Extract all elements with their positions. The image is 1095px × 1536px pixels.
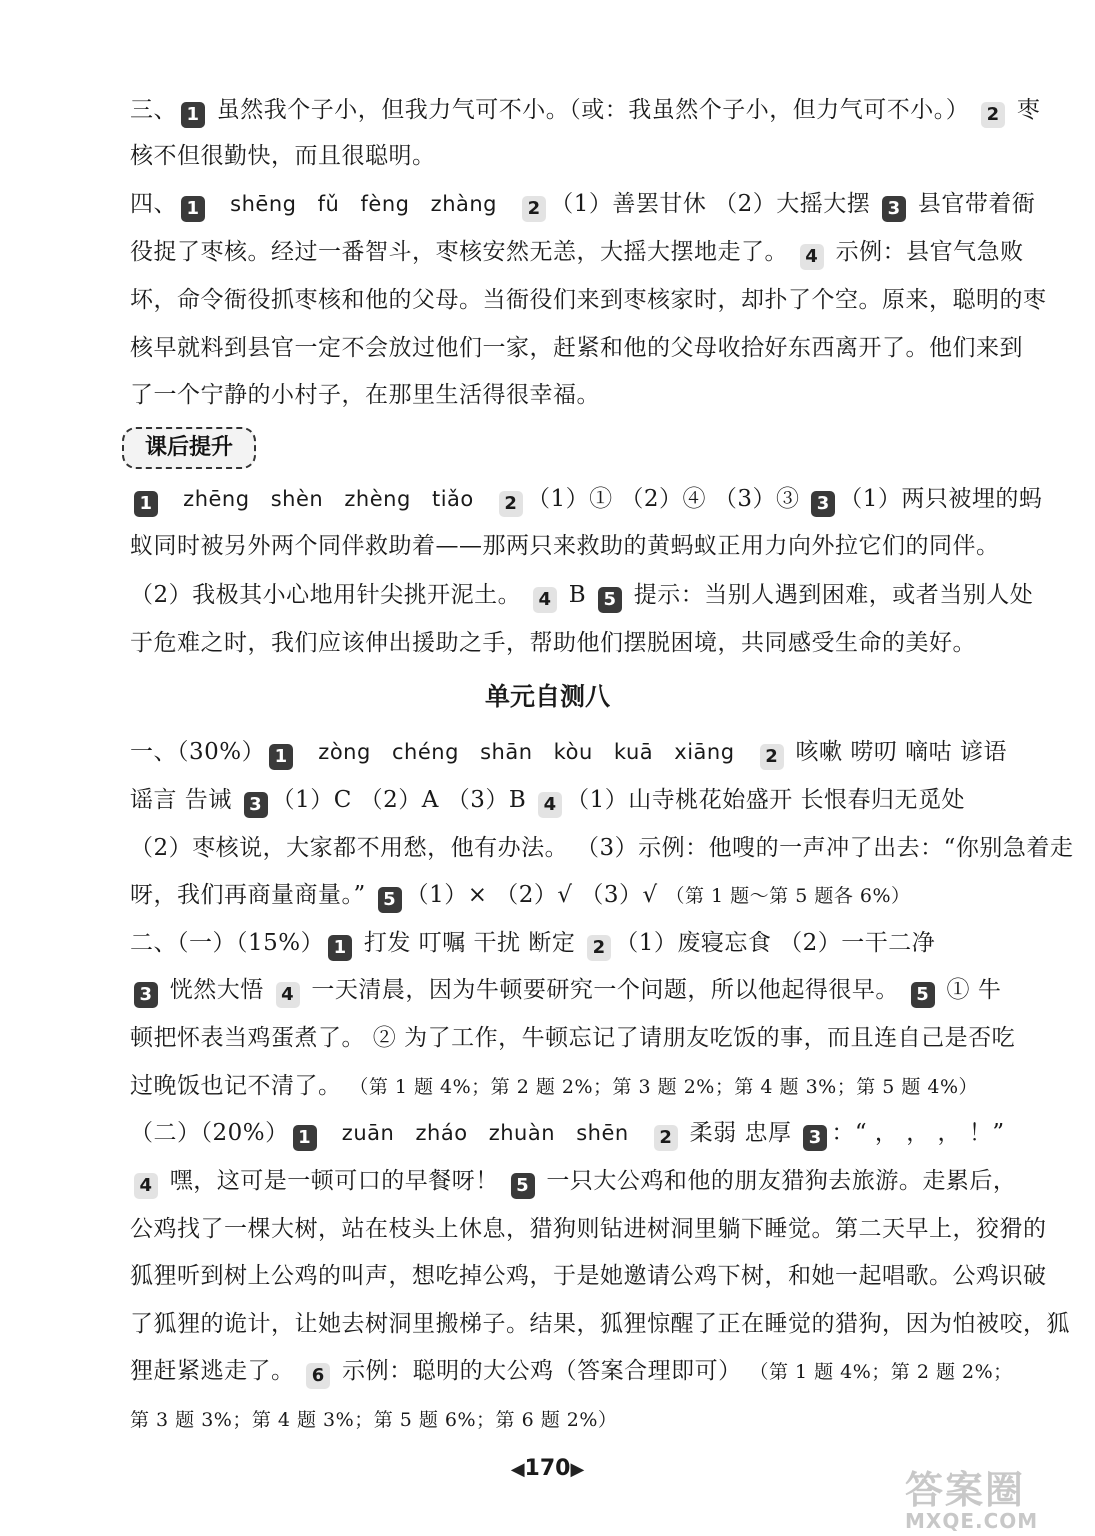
question-number-badge: 4	[134, 1173, 158, 1199]
text-line	[130, 380, 1020, 410]
answer-text: （2）我极其小心地用针尖挑开泥土。	[130, 582, 529, 608]
answer-text: 枣	[1009, 97, 1041, 123]
question-number-badge: 2	[522, 196, 546, 222]
text-line	[130, 880, 1020, 913]
text-line	[130, 1214, 1047, 1244]
answer-text: 公鸡找了一棵大树，站在枝头上休息，猎狗则钻进树洞里躺下睡觉。第二天早上，狡猾的	[130, 1216, 1047, 1242]
text-line	[130, 189, 1036, 222]
question-number-badge: 3	[882, 196, 906, 222]
pinyin-text: zòng chéng shān kòu kuā xiāng	[297, 740, 756, 764]
answer-text: 了狐狸的诡计，让她去树洞里搬梯子。结果，狐狸惊醒了正在睡觉的猎狗，因为怕被咬，狐	[130, 1311, 1070, 1337]
question-number-badge: 1	[293, 1125, 317, 1151]
question-number-badge: 3	[803, 1125, 827, 1151]
answer-text: 四、	[130, 191, 177, 217]
question-number-badge: 1	[181, 196, 205, 222]
answer-text: 过晚饭也记不清了。	[130, 1073, 350, 1099]
answer-text: B	[560, 582, 594, 608]
text-line	[130, 628, 1020, 658]
watermark-line1: 答案圈	[905, 1468, 1026, 1512]
answer-text: 狐狸听到树上公鸡的叫声，想吃掉公鸡，于是她邀请公鸡下树，和她一起唱歌。公鸡识破	[130, 1263, 1047, 1289]
answer-text: ① 牛	[938, 977, 1002, 1003]
question-number-badge: 1	[328, 935, 352, 961]
answer-text: 呀，我们再商量商量。”	[130, 882, 374, 908]
pinyin-text: zuān zháo zhuàn shēn	[320, 1121, 650, 1145]
answer-text: 蚁同时被另外两个同伴救助着——那两只来救助的黄蚂蚁正用力向外拉它们的同伴。	[130, 533, 1000, 559]
answer-text: 役捉了枣核。经过一番智斗，枣核安然无恙，大摇大摆地走了。	[130, 239, 796, 265]
question-number-badge: 5	[598, 587, 622, 613]
answer-text: 示例：县官气急败	[827, 239, 1024, 265]
question-number-badge: 4	[800, 244, 824, 270]
question-number-badge: 6	[306, 1363, 330, 1389]
question-number-badge: 2	[981, 102, 1005, 128]
question-number-badge: 2	[654, 1125, 678, 1151]
question-number-badge: 2	[587, 935, 611, 961]
answer-text: （1）废寝忘食 （2）一干二净	[615, 930, 936, 956]
answer-text: （第 1 题 4%；第 2 题 2%；	[749, 1361, 1013, 1383]
text-line	[130, 1261, 1047, 1291]
question-number-badge: 1	[134, 491, 158, 517]
text-line	[130, 484, 1043, 517]
question-number-badge: 2	[499, 491, 523, 517]
answer-text: 谣言 告诫	[130, 787, 240, 813]
section-badge: 课后提升	[122, 427, 256, 469]
question-number-badge: 3	[244, 792, 268, 818]
text-line	[130, 975, 1020, 1008]
watermark-logo	[905, 1468, 1080, 1533]
question-number-badge: 5	[378, 887, 402, 913]
answer-text: 虽然我个子小，但我力气可不小。（或：我虽然个子小，但力气可不小。）	[209, 97, 978, 123]
right-triangle-icon: ▶	[570, 1459, 585, 1480]
question-number-badge: 3	[811, 491, 835, 517]
answer-text: 顿把怀表当鸡蛋煮了。 ② 为了工作，牛顿忘记了请朋友吃饭的事，而且连自己是否吃	[130, 1025, 1016, 1051]
answer-text: 柔弱 忠厚	[681, 1120, 800, 1146]
text-line	[130, 1166, 1020, 1199]
answer-text: 了一个宁静的小村子，在那里生活得很幸福。	[130, 382, 600, 408]
answer-text: （第 1 题 4%；第 2 题 2%；第 3 题 2%；第 4 题 3%；第 5 题 4%）	[349, 1076, 979, 1098]
answer-text: 坏，命令衙役抓枣核和他的父母。当衙役们来到枣核家时，却扑了个空。原来，聪明的枣	[130, 287, 1047, 313]
text-line	[130, 1404, 1020, 1435]
text-line	[130, 785, 1020, 818]
question-number-badge: 5	[911, 982, 935, 1008]
answer-text: 一天清晨，因为牛顿要研究一个问题，所以他起得很早。	[303, 977, 907, 1003]
answer-text: 嘿，这可是一顿可口的早餐呀！	[162, 1168, 507, 1194]
answer-text: （1）山寺桃花始盛开 长恨春归无觅处	[566, 787, 966, 813]
answer-text: 核不但很勤快，而且很聪明。	[130, 143, 436, 169]
text-line	[130, 141, 1020, 171]
question-number-badge: 1	[269, 744, 293, 770]
answer-text: 狸赶紧逃走了。	[130, 1358, 303, 1384]
question-number-badge: 4	[276, 982, 300, 1008]
answer-text: 第 3 题 3%；第 4 题 3%；第 5 题 6%；第 6 题 2%）	[130, 1409, 618, 1431]
answer-text: 恍然大悟	[162, 977, 272, 1003]
text-line	[130, 333, 1023, 363]
pinyin-text: zhēng shèn zhèng tiǎo	[162, 487, 495, 511]
watermark-line2: MXQE.COM	[905, 1509, 1039, 1533]
answer-text: 一只大公鸡和他的朋友猎狗去旅游。走累后，	[538, 1168, 1017, 1194]
text-line	[130, 1071, 1020, 1102]
text-line	[130, 928, 1020, 961]
question-number-badge: 3	[134, 982, 158, 1008]
answer-text: （1）善罢甘休 （2）大摇大摆	[550, 191, 879, 217]
text-line	[130, 531, 1020, 561]
text-line	[130, 1356, 1020, 1389]
answer-text: （1）① （2）④ （3）③	[526, 486, 808, 512]
answer-text: 于危难之时，我们应该伸出援助之手，帮助他们摆脱困境，共同感受生命的美好。	[130, 630, 976, 656]
question-number-badge: 2	[760, 744, 784, 770]
question-number-badge: 4	[538, 792, 562, 818]
answer-text: （第 1 题～第 5 题各 6%）	[665, 885, 911, 907]
question-number-badge: 1	[181, 102, 205, 128]
text-line	[130, 580, 1034, 613]
text-line	[130, 237, 1024, 270]
question-number-badge: 5	[511, 1173, 535, 1199]
text-line	[130, 1309, 1070, 1339]
answer-text: 示例：聪明的大公鸡（答案合理即可）	[334, 1358, 750, 1384]
answer-text: 一、（30%）	[130, 739, 266, 765]
answer-text: （2）枣核说，大家都不用愁，他有办法。 （3）示例：他嗖的一声冲了出去：“你别急着走	[130, 835, 1074, 861]
text-line	[130, 1023, 1020, 1053]
answer-text: 咳嗽 唠叨 嘀咕 谚语	[787, 739, 1007, 765]
answer-text: （1）× （2）√ （3）√	[405, 882, 666, 908]
question-number-badge: 4	[533, 587, 557, 613]
answer-text: 县官带着衙	[910, 191, 1036, 217]
answer-text: ：“ ， ， ， ！”	[831, 1120, 1005, 1146]
pinyin-text: shēng fǔ fèng zhàng	[209, 192, 519, 216]
text-line	[130, 737, 1020, 770]
answer-text: 三、	[130, 97, 177, 123]
left-triangle-icon: ◀	[510, 1459, 525, 1480]
answer-text: 打发 叮嘱 干扰 断定	[356, 930, 584, 956]
answer-text: 核早就料到县官一定不会放过他们一家，赶紧和他的父母收拾好东西离开了。他们来到	[130, 335, 1023, 361]
text-line	[130, 1118, 1020, 1151]
answer-text: （1）两只被埋的蚂	[839, 486, 1043, 512]
answer-text: （1）C （2）A （3）B	[271, 787, 535, 813]
unit-title: 单元自测八	[484, 682, 610, 711]
text-line	[130, 285, 1047, 315]
answer-text: 二、（一）（15%）	[130, 930, 325, 956]
text-line	[130, 95, 1041, 128]
answer-text: （二）（20%）	[130, 1120, 289, 1146]
page-number-value: 170	[524, 1456, 571, 1481]
text-line	[130, 833, 1074, 863]
answer-text: 提示：当别人遇到困难，或者当别人处	[625, 582, 1034, 608]
